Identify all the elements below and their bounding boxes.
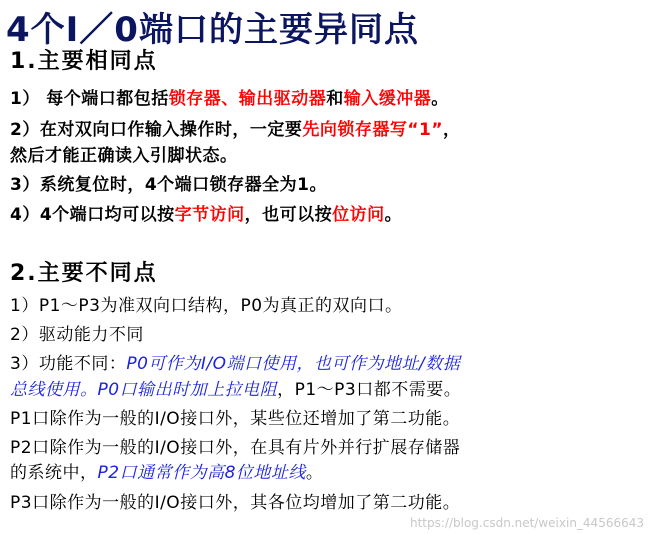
diff-point-3-text-a: 3）功能不同： [10, 354, 127, 374]
p3-description [10, 488, 460, 513]
same-point-1-text-and: 和 [326, 89, 344, 109]
p2-description-text: P2口除作为一般的I/O接口外，在具有片外并行扩展存储器 [10, 438, 461, 458]
watermark: https://blog.csdn.net/weixin_44566643 [409, 516, 644, 530]
slide-title: 4个I／0端口的主要异同点 [6, 10, 419, 50]
diff-point-3-text-end: ，P1～P3口都不需要。 [277, 380, 462, 400]
diff-point-3-continued [10, 375, 461, 400]
diff-point-3-highlight-p0-usage: P0可作为I/O端口使用，也可作为地址/数据 [126, 354, 461, 374]
section-1-heading: 1.主要相同点 [10, 49, 158, 74]
same-point-3 [10, 170, 327, 195]
same-point-2-highlight-write-1: 先向锁存器写“1” [302, 120, 444, 140]
p2-description-continued-text-a: 的系统中， [10, 463, 98, 483]
diff-point-3 [10, 349, 460, 374]
same-point-1 [10, 84, 449, 109]
p2-description-continued [10, 458, 323, 483]
same-point-2 [10, 115, 461, 140]
same-point-1-highlight-latch-driver: 锁存器、输出驱动器 [168, 89, 327, 109]
p2-description-continued-text-end: 。 [305, 463, 324, 483]
same-point-1-highlight-input-buffer: 输入缓冲器 [343, 89, 432, 109]
same-point-4 [10, 200, 402, 225]
same-point-4-highlight-bit-access: 位访问 [332, 205, 385, 225]
same-point-2-continued-text: 然后才能正确读入引脚状态。 [10, 146, 238, 166]
diff-point-2 [10, 320, 144, 345]
same-point-1-text-a: 1） 每个端口都包括 [10, 89, 169, 109]
p3-description-text: P3口除作为一般的I/O接口外，其各位均增加了第二功能。 [10, 493, 461, 513]
same-point-3-text: 3）系统复位时，4个端口锁存器全为1。 [10, 175, 327, 195]
section-2-heading: 2.主要不同点 [10, 261, 158, 286]
p1-description [10, 404, 460, 429]
diff-point-3-highlight-pullup: 总线使用。P0口输出时加上拉电阻 [10, 380, 278, 400]
diff-point-2-text: 2）驱动能力不同 [10, 325, 144, 345]
same-point-4-text-mid: ，也可以按 [244, 205, 333, 225]
same-point-2-text-end: ， [443, 120, 461, 140]
same-point-1-text-end: 。 [431, 89, 449, 109]
diff-point-1-text: 1）P1～P3为准双向口结构，P0为真正的双向口。 [10, 296, 403, 316]
p2-highlight-high-address: P2口通常作为高8位地址线 [97, 463, 306, 483]
diff-point-1 [10, 291, 403, 316]
same-point-2-continued [10, 141, 238, 166]
same-point-2-text-a: 2）在对双向口作输入操作时，一定要 [10, 120, 303, 140]
p2-description [10, 433, 460, 458]
same-point-4-text-a: 4）4个端口均可以按 [10, 205, 175, 225]
p1-description-text: P1口除作为一般的I/O接口外，某些位还增加了第二功能。 [10, 409, 461, 429]
same-point-4-highlight-byte-access: 字节访问 [174, 205, 245, 225]
same-point-4-text-end: 。 [384, 205, 403, 225]
